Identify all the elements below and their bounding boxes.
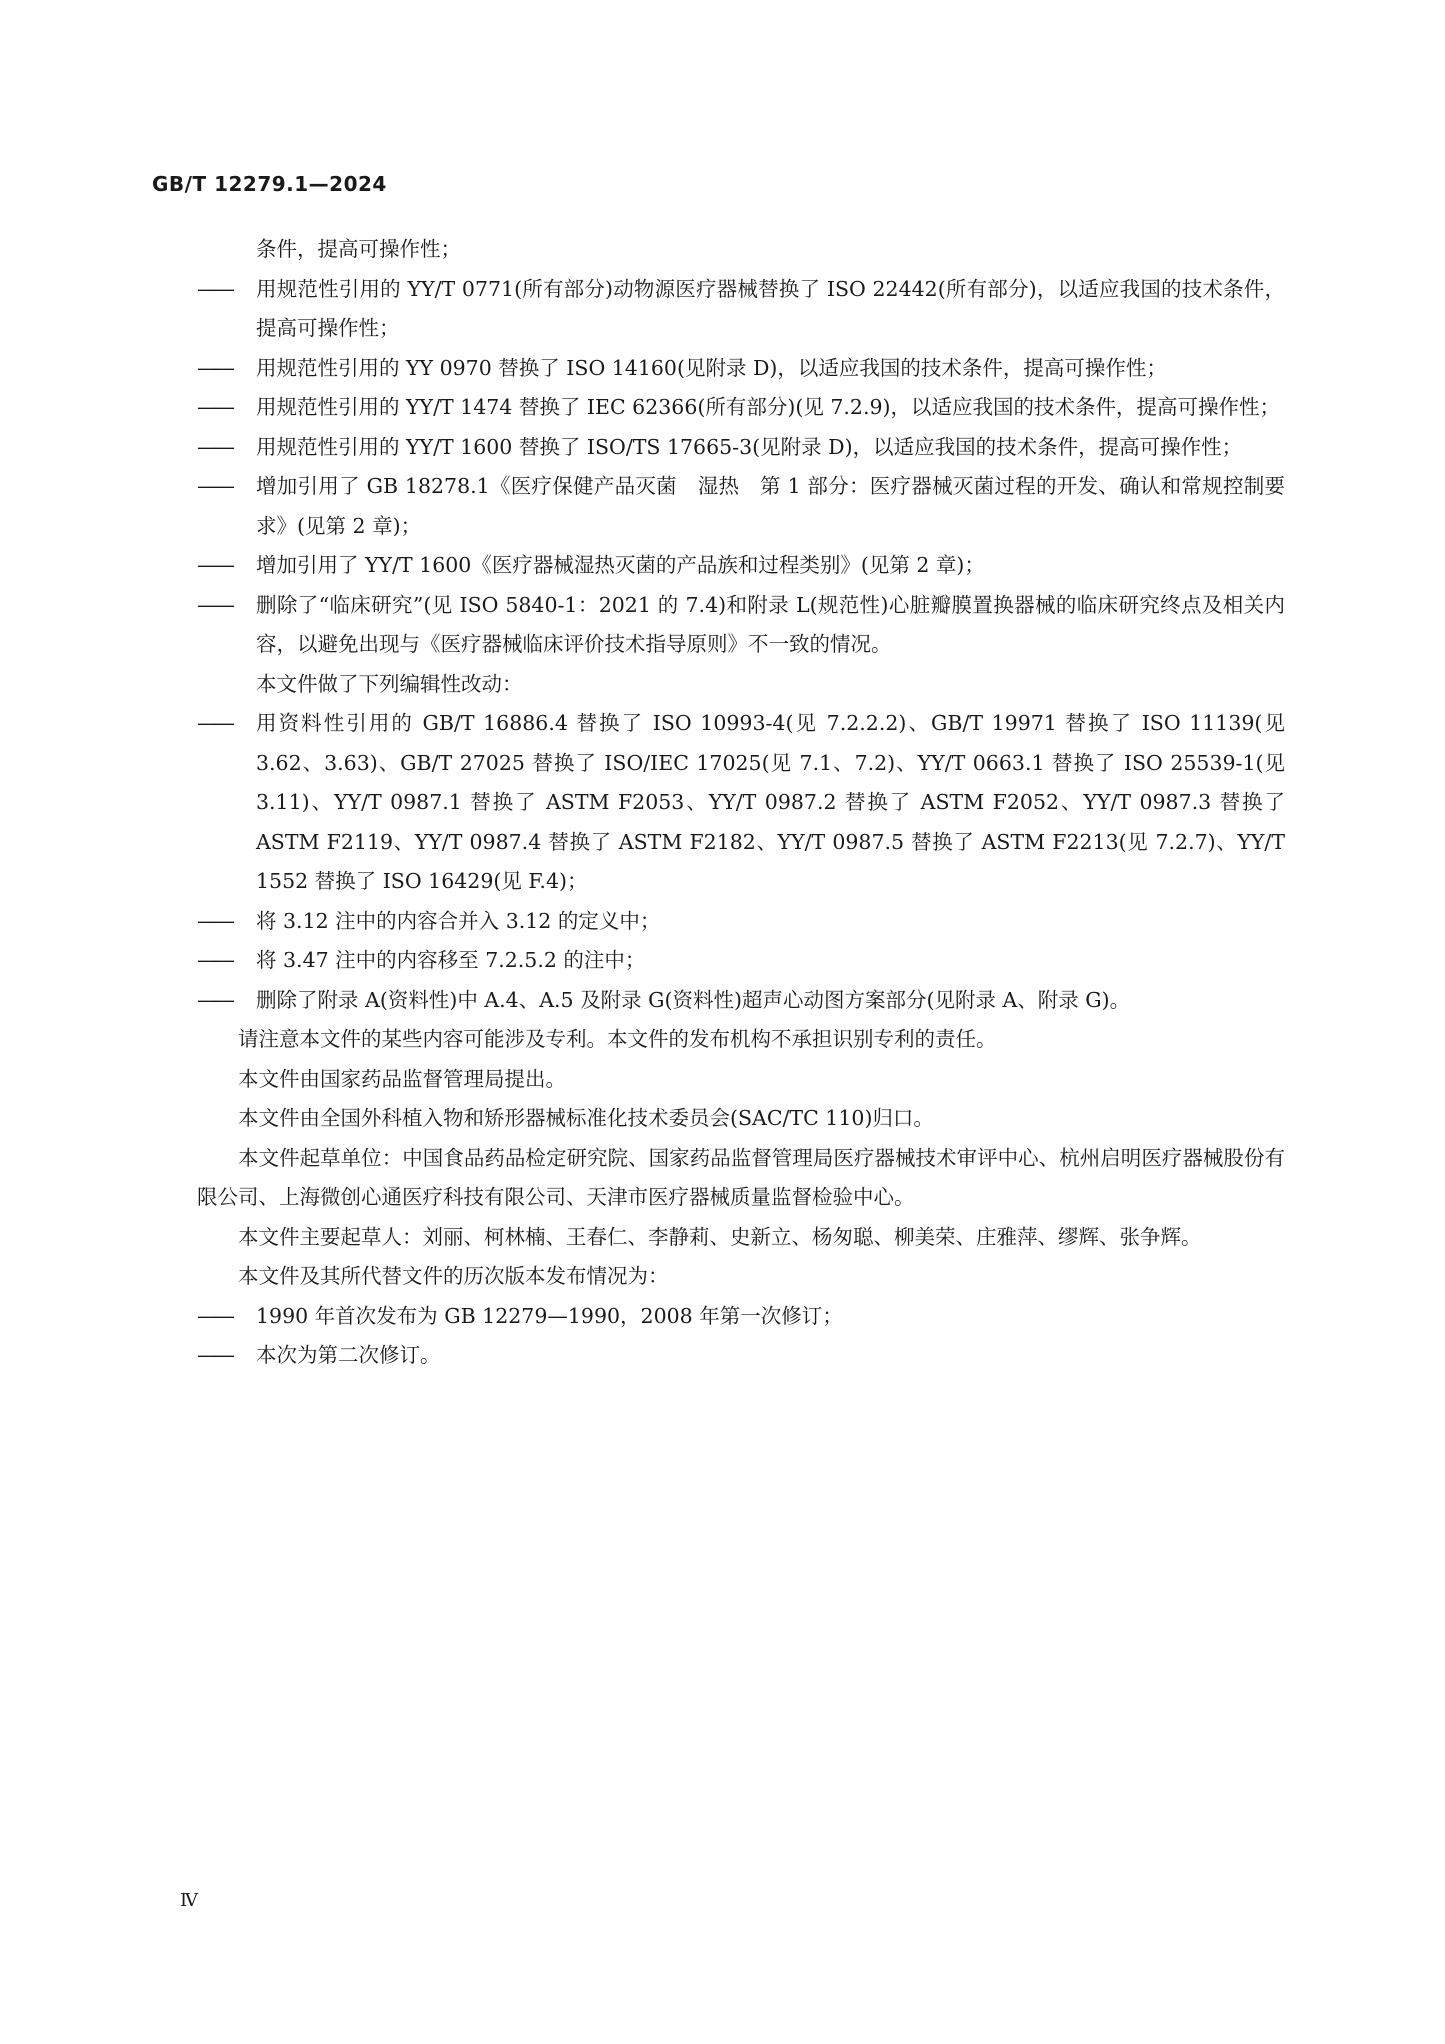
continuation-line: 条件，提高可操作性； [256,237,461,261]
list-item: —— 本次为第二次修订。 [197,1336,1285,1376]
list-item: —— 用规范性引用的 YY/T 0771(所有部分)动物源医疗器械替换了 ISO 22442(所有部分)，以适应我国的技术条件，提高可操作性； [197,270,1285,349]
list-item: —— 将 3.12 注中的内容合并入 3.12 的定义中； [197,902,1285,942]
paragraph-patent: 请注意本文件的某些内容可能涉及专利。本文件的发布机构不承担识别专利的责任。 [238,1027,997,1051]
list-item: —— 将 3.47 注中的内容移至 7.2.5.2 的注中； [197,941,1285,981]
list-item: —— 增加引用了 GB 18278.1《医疗保健产品灭菌 湿热 第 1 部分：医疗器械灭菌过程的开发、确认和常规控制要求》(见第 2 章)； [197,467,1285,546]
paragraph-proposer: 本文件由国家药品监督管理局提出。 [238,1066,566,1091]
list-item: —— 用规范性引用的 YY/T 1600 替换了 ISO/TS 17665-3(见附录 D)，以适应我国的技术条件，提高可操作性； [197,428,1285,468]
document-body [197,230,1285,1376]
paragraph-drafters: 本文件主要起草人：刘丽、柯林楠、王春仁、李静莉、史新立、杨匆聪、柳美荣、庄雅萍、缪辉、张争辉。 [238,1224,1202,1249]
list-item: —— 用规范性引用的 YY 0970 替换了 ISO 14160(见附录 D)，以适应我国的技术条件，提高可操作性； [197,349,1285,389]
document-id: GB/T 12279.1—2024 [152,172,387,196]
paragraph-drafting-units: 本文件起草单位：中国食品药品检定研究院、国家药品监督管理局医疗器械技术审评中心、杭州启明医疗器械股份有限公司、上海微创心通医疗科技有限公司、天津市医疗器械质量监督检验中心。 [197,1145,1285,1209]
page-number: Ⅳ [180,1890,198,1911]
list-item: —— 删除了“临床研究”(见 ISO 5840-1：2021 的 7.4)和附录 L(规范性)心脏瓣膜置换器械的临床研究终点及相关内容，以避免出现与《医疗器械临床评价技术指导原则》不一致的情况。 [197,586,1285,665]
list-item: —— 删除了附录 A(资料性)中 A.4、A.5 及附录 G(资料性)超声心动图方案部分(见附录 A、附录 G)。 [197,981,1285,1021]
list-item: —— 用资料性引用的 GB/T 16886.4 替换了 ISO 10993-4(见 7.2.2.2)、GB/T 19971 替换了 ISO 11139(见 3.62、3.63)、GB/T 27025 替换了 ISO/IEC 17025(见 7.1、7.2)、YY/T 0663.1 替换了 ISO 25539-1(见 3.11)、YY/T 0987.1 替换了 ASTM F2053、YY/T 0987.2 替换了 ASTM F2052、YY/T 0987.3 替换了 ASTM F2119、YY/T 0987.4 替换了 ASTM F2182、YY/T 0987.5 替换了 ASTM F2213(见 7.2.7)、YY/T 1552 替换了 ISO 16429(见 F.4)； [197,704,1285,902]
list-item: —— 增加引用了 YY/T 1600《医疗器械湿热灭菌的产品族和过程类别》(见第 2 章)； [197,546,1285,586]
list-item: —— 用规范性引用的 YY/T 1474 替换了 IEC 62366(所有部分)(见 7.2.9)，以适应我国的技术条件，提高可操作性； [197,388,1285,428]
paragraph-committee: 本文件由全国外科植入物和矫形器械标准化技术委员会(SAC/TC 110)归口。 [238,1106,934,1130]
list-item: —— 1990 年首次发布为 GB 12279—1990，2008 年第一次修订； [197,1297,1285,1337]
editorial-intro: 本文件做了下列编辑性改动： [256,671,523,696]
paragraph-history-intro: 本文件及其所代替文件的历次版本发布情况为： [238,1264,669,1288]
